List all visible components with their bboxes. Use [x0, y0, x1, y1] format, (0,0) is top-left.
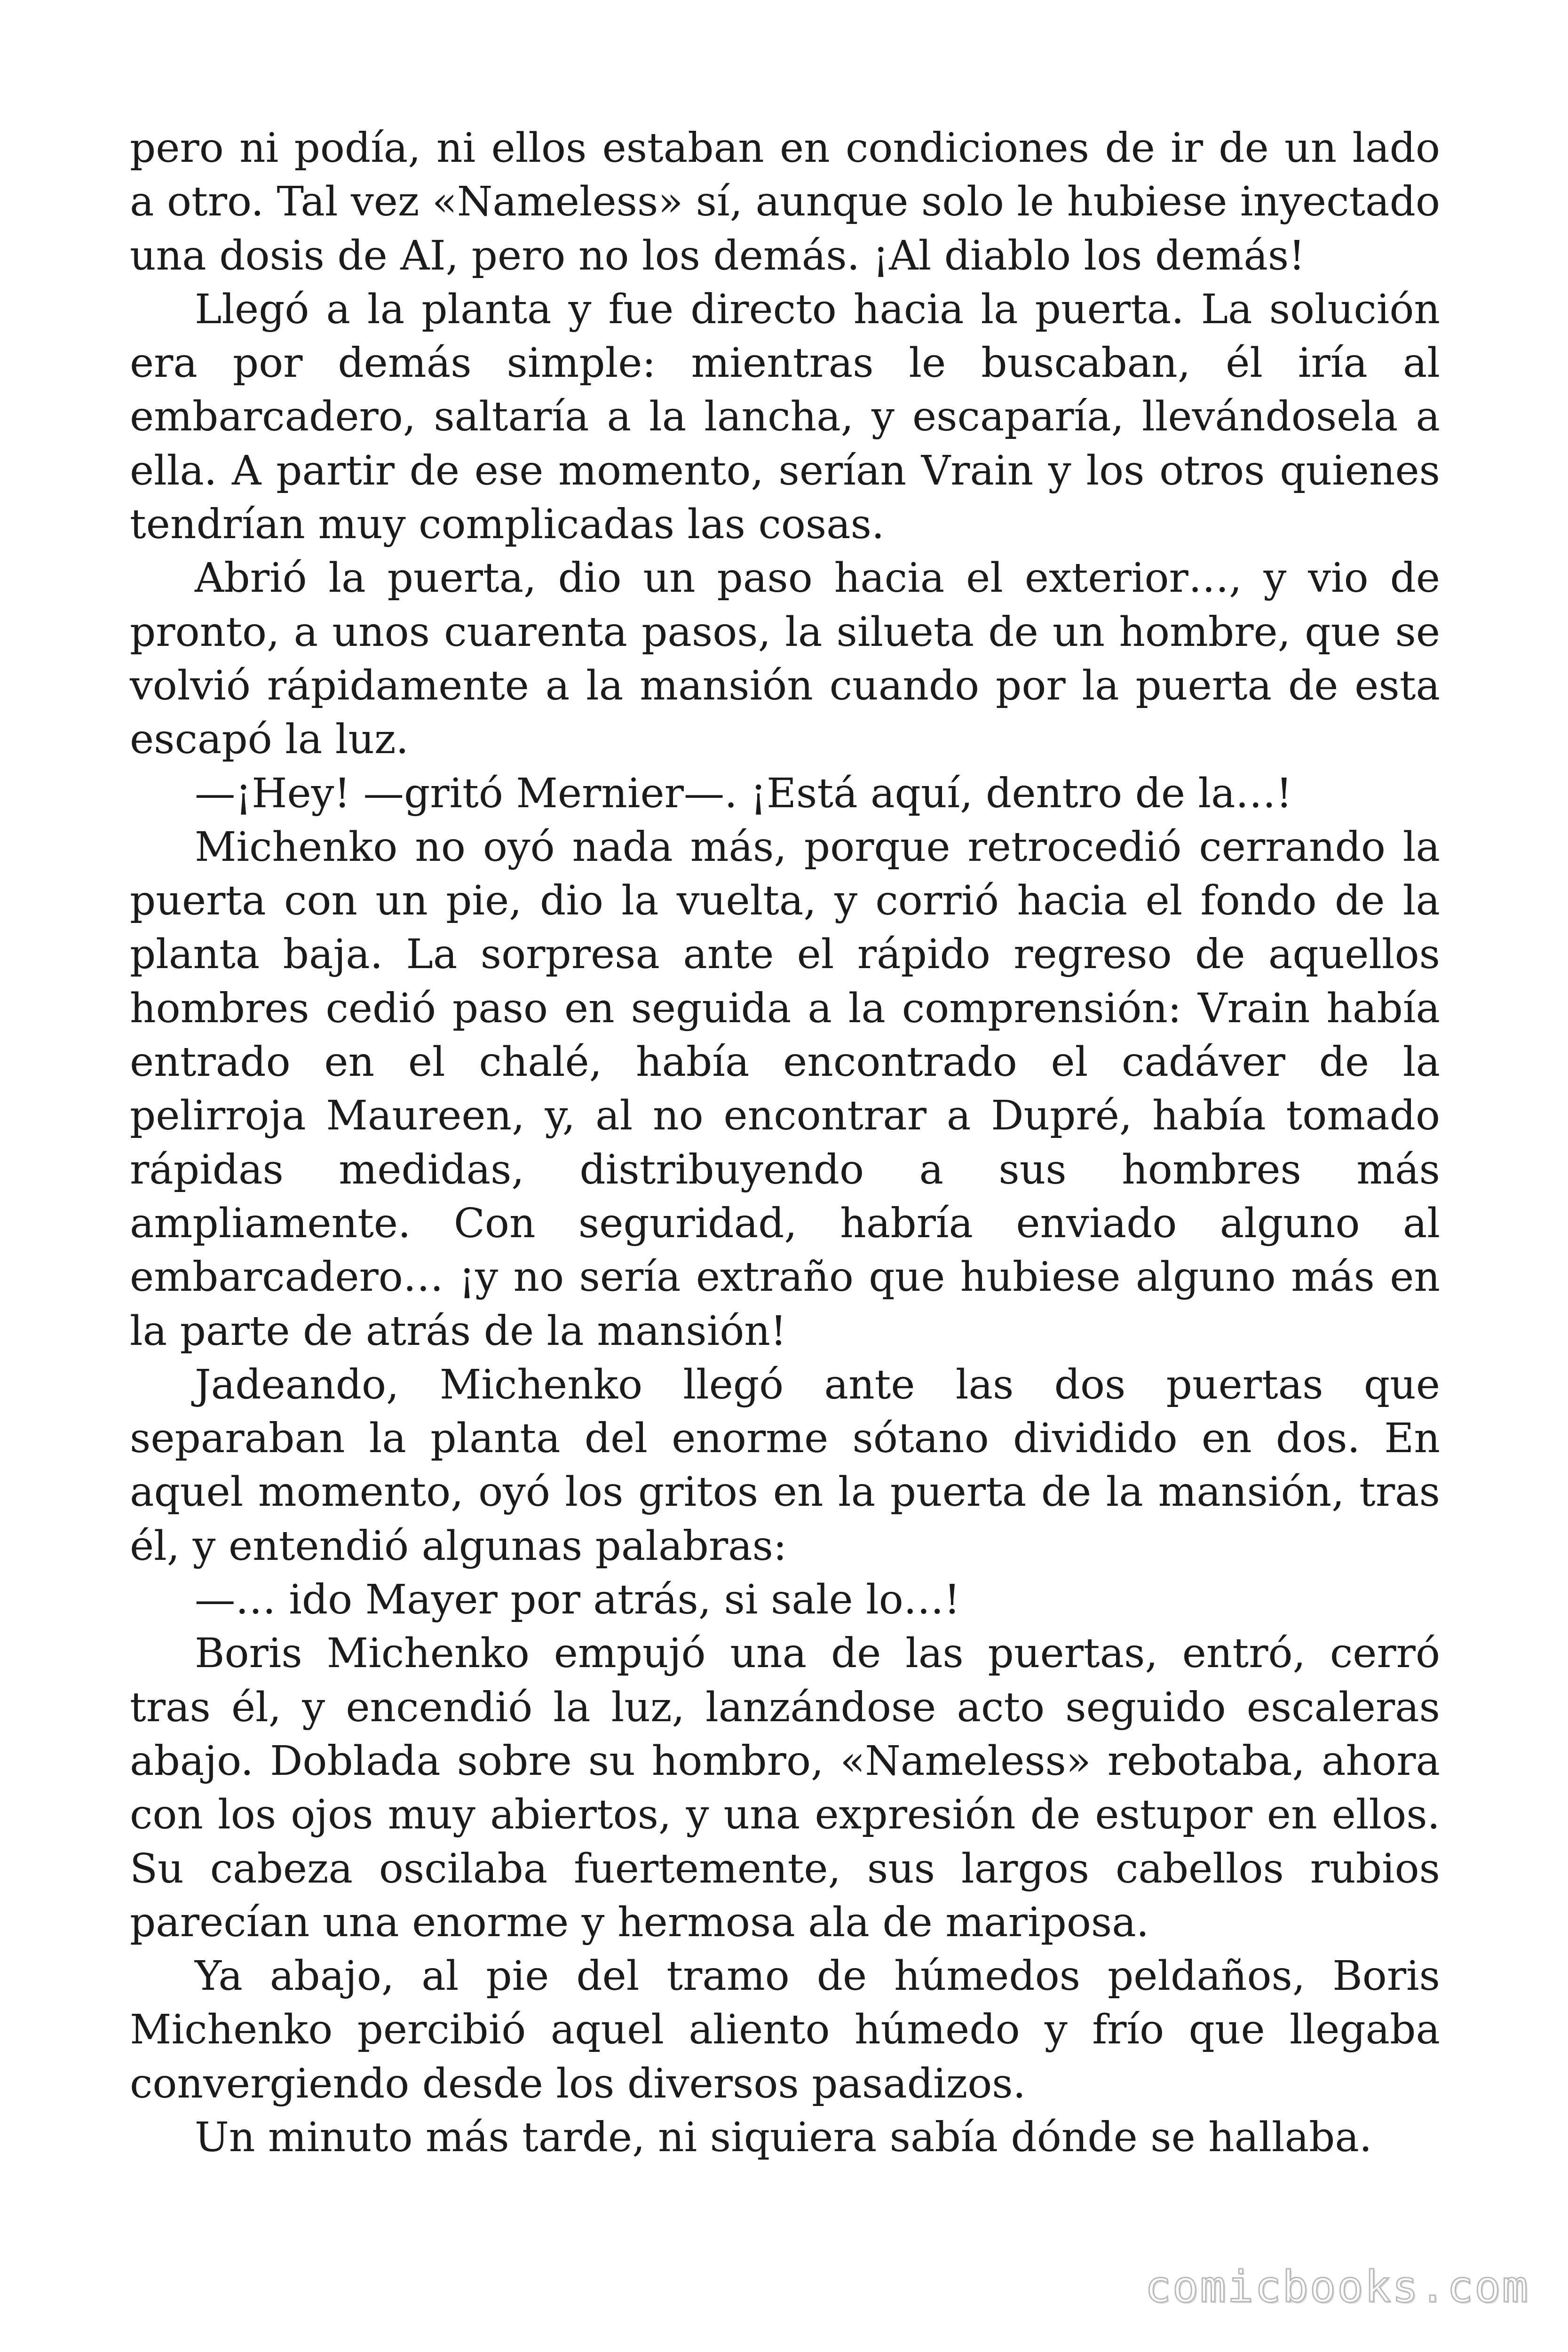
paragraph: Michenko no oyó nada más, porque retrocedió cerrando la puerta con un pie, dio la vuelta, y corrió hacia el fondo de la planta baja. La sorpresa ante el rápido regreso de aquellos hombres cedió paso en seguida a la comprensión: Vrain había entrado en el chalé, había encontrado el cadáver de la pelirroja Maureen, y, al no encontrar a Dupré, había tomado rápidas medidas, distribuyendo a sus hombres más ampliamente. Con seguridad, habría enviado alguno al embarcadero… ¡y no sería extraño que hubiese alguno más en la parte de atrás de la mansión!: [130, 823, 1440, 1355]
paragraph: Ya abajo, al pie del tramo de húmedos peldaños, Boris Michenko percibió aquel aliento húmedo y frío que llegaba convergiendo desde los diversos pasadizos.: [130, 1953, 1440, 2107]
dialogue-line: —¡Hey! —gritó Mernier—. ¡Está aquí, dentro de la…!: [195, 770, 1292, 817]
dialogue-line: —… ido Mayer por atrás, si sale lo…!: [195, 1576, 960, 1624]
paragraph: Jadeando, Michenko llegó ante las dos puertas que separaban la planta del enorme sótano dividido en dos. En aquel momento, oyó los gritos en la puerta de la mansión, tras él, y entendió algunas palabras:: [130, 1361, 1440, 1570]
paragraph: Llegó a la planta y fue directo hacia la puerta. La solución era por demás simple: mientras le buscaban, él iría al embarcadero, saltaría a la lancha, y escaparía, llevándosela a ella. A partir de ese momento, serían Vrain y los otros quienes tendrían muy complicadas las cosas.: [130, 286, 1440, 548]
paragraph: pero ni podía, ni ellos estaban en condiciones de ir de un lado a otro. Tal vez «Nameless» sí, aunque solo le hubiese inyectado una dosis de AI, pero no los demás. ¡Al diablo los demás!: [130, 125, 1440, 279]
paragraph: Boris Michenko empujó una de las puertas, entró, cerró tras él, y encendió la luz, lanzándose acto seguido escaleras abajo. Doblada sobre su hombro, «Nameless» rebotaba, ahora con los ojos muy abiertos, y una expresión de estupor en ellos. Su cabeza oscilaba fuertemente, sus largos cabellos rubios parecían una enorme y hermosa ala de mariposa.: [130, 1630, 1440, 1946]
body-text: [130, 121, 1440, 2164]
paragraph: Abrió la puerta, dio un paso hacia el exterior…, y vio de pronto, a unos cuarenta pasos, la silueta de un hombre, que se volvió rápidamente a la mansión cuando por la puerta de esta escapó la luz.: [130, 555, 1440, 763]
paragraph: Un minuto más tarde, ni siquiera sabía dónde se hallaba.: [195, 2114, 1372, 2161]
watermark: comicbooks.com: [1145, 2262, 1529, 2312]
